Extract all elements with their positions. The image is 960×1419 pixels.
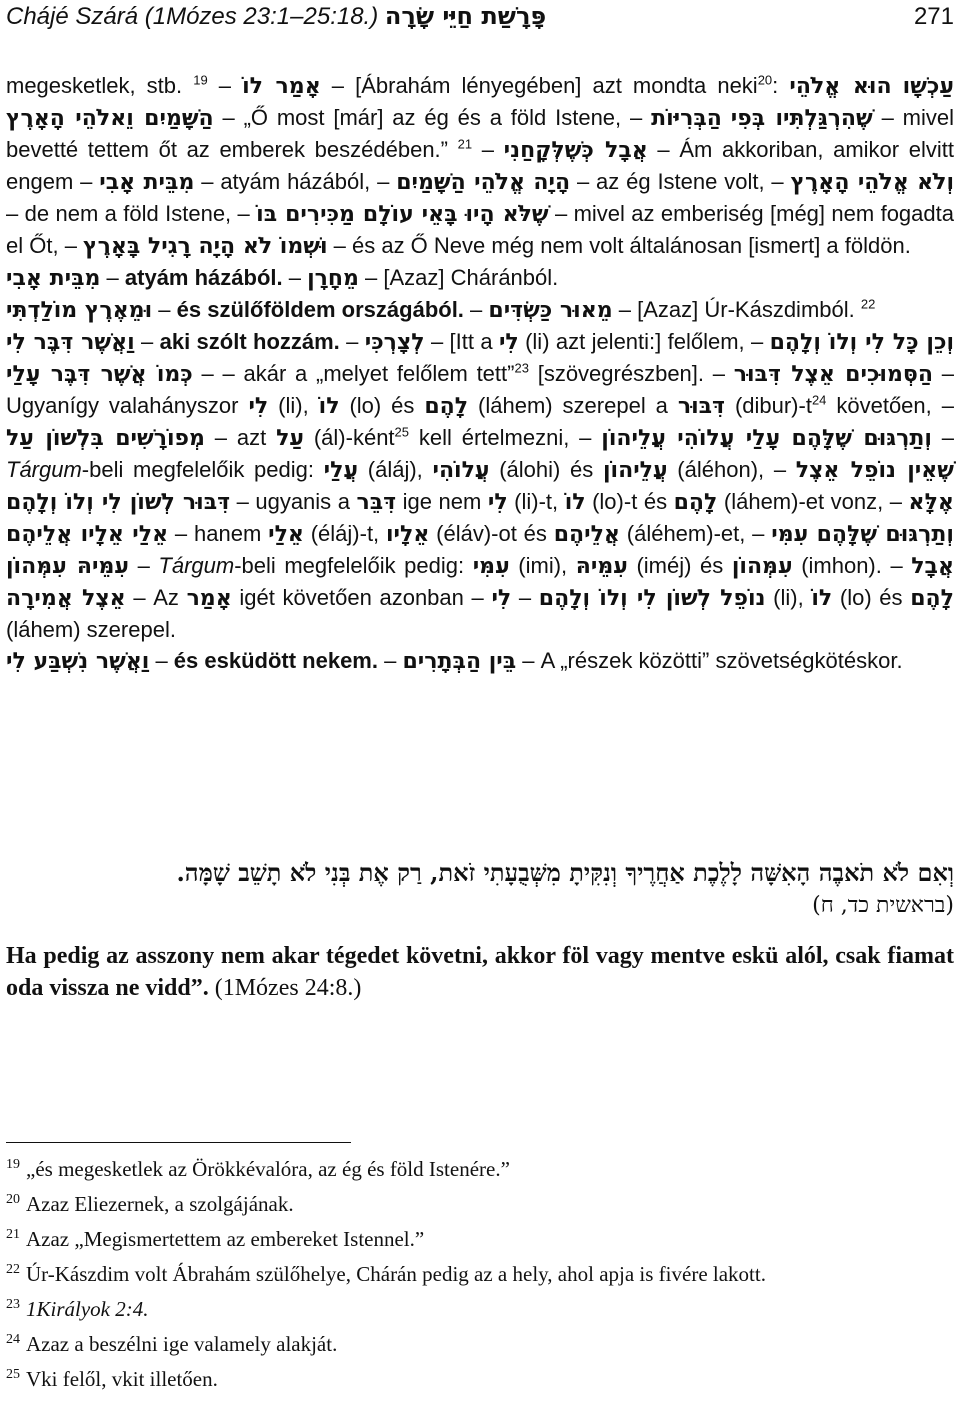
paragraph-5: וַאֲשֶׁר נִשְׁבַּע לִי – és esküdött nekem. – בֵּין הַבְּתָרִים – A „részek közötti” szövetségkötéskor. <box>6 648 903 674</box>
hebrew-verse-source: (בראשית כד, ח) <box>812 893 954 918</box>
paragraph-1: megesketlek, stb. $^{19}$ – אָמַר לוֹ – [Ábrahám lényegében] azt mondta neki$^{20}$: עַכְשָׁו הוּא אֱלֹהֵי הַשָּׁמַיִם וֵאלֹהֵי הָאָרֶץ – „Ő most [már] az ég és a föld Istene, – שֶׁהִרְגַּלְתִּיו בְּפִי הַבְּרִיּוֹת – mivel bevetté tettem őt az emberek beszédében.” $^{21}$ – אֲבָל כְּשֶׁלְּקָחַנִי – Ám akkoriban, amikor elvitt engem – מִבֵּית אָבִי – atyám házából, – הָיָה אֱלֹהֵי הַשָּׁמַיִם – az ég Istene volt, – וְלֹא אֱלֹהֵי הָאָרֶץ – de nem a föld Istene, – שֶׁלֹּא הָיוּ בָּאֵי עוֹלָם מַכִּירִים בּוֹ – mivel az emberiség [még] nem fogadta el Őt, – וּשְׁמוֹ לֹא הָיָה רָגִיל בָּאָרֶץ – és az Ő Neve még nem volt általánosan [ismert] a földön. <box>6 72 955 259</box>
footnote-23: $^{23}$ 1Királyok 2:4. <box>6 1297 149 1321</box>
page-number: 271 <box>913 3 954 30</box>
commentary-text <box>6 70 954 677</box>
footnote-19: $^{19}$ „és megesketlek az Örökkévalóra, az ég és föld Istenére.” <box>6 1157 510 1181</box>
running-title: Chájé Szárá (1Mózes 23:1–25:18.) פָּרָשַׁת חַיֵּי שָׂרָה <box>6 2 547 30</box>
footnote-20: $^{20}$ Azaz Eliezernek, a szolgájának. <box>6 1192 294 1216</box>
verse-reference: (1Mózes 24:8.) <box>214 975 362 1001</box>
hebrew-verse: וְאִם לֹא תֹאבֶה הָאִשָּׁה לָלֶכֶת אַחֲרֶיךָ וְנִקִּיתָ מִשְּׁבֻעָתִי זֹאת, רַק אֶת בְּנִי לֹא תָשֵׁב שָׁמָּה. <box>176 858 954 887</box>
footnote-divider <box>6 1142 351 1143</box>
paragraph-2: מִבֵּית אָבִי – atyám házából. – מֵחָרָן – [Azaz] Cháránból. <box>6 265 559 291</box>
verse-quote <box>6 856 954 1004</box>
footnote-22: $^{22}$ Úr-Kászdim volt Ábrahám szülőhelye, Chárán pedig az a hely, ahol apja is fivére lakott. <box>6 1262 766 1286</box>
footnote-24: $^{24}$ Azaz a beszélni ige valamely alakját. <box>6 1332 338 1356</box>
hebrew-running-title: פָּרָשַׁת חַיֵּי שָׂרָה <box>384 2 547 30</box>
paragraph-4: וַאֲשֶׁר דִּבֶּר לִי – aki szólt hozzám. – לְצָרְכִּי – [Itt a לִי (li) azt jelenti:] felőlem, – וְכֵן כָּל לִי וְלוֹ וְלָהֶם – כְּמוֹ אֲשֶׁר דִּבֶּר עָלַי – akár a „melyet felőlem tett”$^{23}$ [szövegrészben]. – הַסְּמוּכִים אֵצֶל דִּבּוּר – Ugyanígy valahányszor לִי (li), לוֹ (lo) és לָהֶם (láhem) szerepel a דִּבּוּר $(dibur)-t^{24}$ követően, – מְפוֹרָשִׁים בִּלְשׁוֹן עַל – azt עַל (ál)-ként$^{25}$ kell értelmezni, – וְתַרְגּוּם שֶׁלָּהֶם עָלַי עֲלוֹהִי עֲלֵיהוֹן – Tárgum-beli megfelelőik pedig: עֲלַי (áláj), עֲלוֹהִי (álohi) és עֲלֵיהוֹן (áléhon), – שֶׁאֵין נוֹפֵל אֵצֶל דִּבּוּר לְשׁוֹן לִי וְלוֹ וְלָהֶם – ugyanis a דִּבֵּר ige nem לִי (li)-t, לוֹ (lo)-t és לָהֶם (láhem)-et vonz, – אֶלָּא אֵלַי אֵלָיו אֲלֵיהֶם – hanem אֵלַי (éláj)-t, אֵלָיו (éláv)-ot és אֲלֵיהֶם (áléhem)-et, – וְתַרְגּוּם שֶׁלָּהֶם עִמִּי עִמֵּיהּ עִמְּהוֹן – Tárgum-beli megfelelőik pedig: עִמִּי (imi), עִמֵּיהּ (iméj) és עִמְּהוֹן (imhon). – אֲבָל אֵצֶל אֲמִירָה – Az אָמַר igét követően azonban – נוֹפֵל לְשׁוֹן לִי וְלוֹ וְלָהֶם – לִי (li), לוֹ (lo) és לָהֶם (láhem) szerepel. <box>6 329 955 642</box>
footnote-21: $^{21}$ Azaz „Megismertettem az embereket Istennel.” <box>6 1227 425 1251</box>
paragraph-3: וּמֵאֶרֶץ מוֹלַדְתִּי – és szülőföldem országából. – מֵאוּר כַּשְׂדִּים – [Azaz] Úr-Kászdimból. $^{22}$ <box>6 296 876 323</box>
footnotes <box>6 1152 954 1397</box>
running-header <box>6 2 954 36</box>
hungarian-verse: Ha pedig az asszony nem akar tégedet követni, akkor föl vagy mentve eskü alól, csak fiamat oda vissza ne vidd”. (1Mózes 24:8.) <box>6 943 954 1001</box>
footnote-25: $^{25}$ Vki felől, vkit illetően. <box>6 1367 218 1391</box>
